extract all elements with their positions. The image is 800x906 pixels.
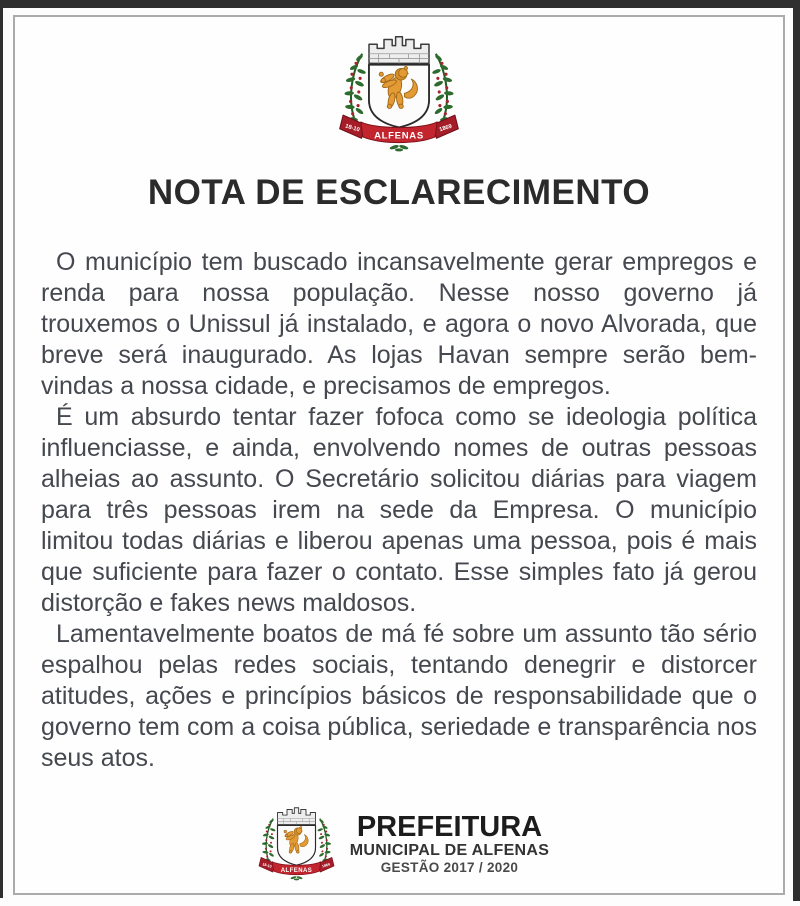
footer-signature-block [15, 803, 783, 885]
paragraph-3: Lamentavelmente boatos de má fé sobre um assunto tão sério espalhou pelas redes sociais, tentando denegrir e distorcer atitudes, ações e princípios básicos de responsabilidade que o governo tem com a coisa pública, seriedade e transparência nos seus atos. [41, 620, 757, 772]
alfenas-coat-of-arms-icon [324, 29, 474, 159]
frame-right-bar [793, 0, 800, 901]
document-body [41, 247, 757, 774]
document-sheet [13, 15, 785, 895]
page-title: NOTA DE ESCLARECIMENTO [147, 173, 651, 212]
paragraph-2: É um absurdo tentar fazer fofoca como se ideologia política influenciasse, e ainda, envolvendo nomes de outras pessoas alheias ao assunto. O Secretário solicitou diárias para viagem para três pessoas irem na sede da Empresa. O município limitou todas diárias e liberou apenas uma pessoa, pois é mais que suficiente para fazer o contato. Esse simples fato já gerou distorção e fakes news maldosos. [41, 403, 757, 617]
paragraph-1: O município tem buscado incansavelmente gerar empregos e renda para nossa população. Nesse nosso governo já trouxemos o Unissul já instalado, e agora o novo Alvorada, que breve será inaugurado. As lojas Havan sempre serão bem-vindas a nossa cidade, e precisamos de empregos. [41, 248, 757, 400]
frame-top-bar [0, 0, 800, 8]
footer-org-subtitle: MUNICIPAL DE ALFENAS [349, 842, 550, 859]
footer-term: GESTÃO 2017 / 2020 [380, 860, 519, 875]
footer-org-name: PREFEITURA [356, 811, 543, 843]
frame-left-bar [0, 0, 3, 898]
alfenas-coat-of-arms-icon [249, 803, 344, 885]
footer-text-block [350, 812, 549, 876]
